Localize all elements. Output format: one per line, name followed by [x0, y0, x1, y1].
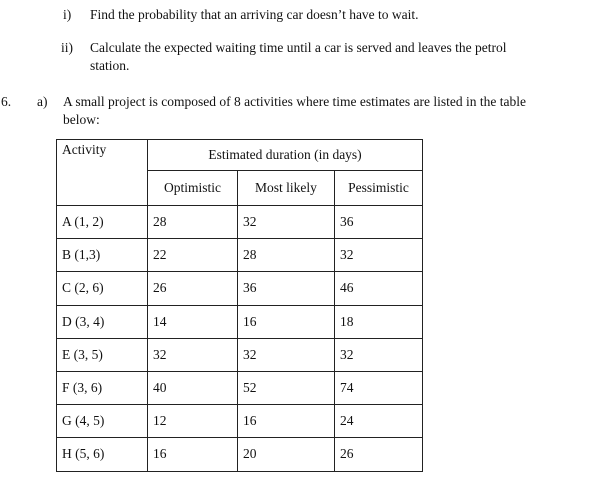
duration-header: Estimated duration (in days) — [148, 140, 423, 171]
pessimistic-header: Pessimistic — [335, 171, 423, 206]
question-i-text: Find the probability that an arriving car doesn’t have to wait. — [90, 7, 419, 22]
pessimistic-cell: 32 — [335, 239, 423, 272]
question-6a-line1: A small project is composed of 8 activities where time estimates are listed in the table — [63, 94, 526, 109]
activity-cell: H (5, 6) — [57, 438, 148, 471]
question-6a-marker: a) — [37, 94, 48, 109]
most-likely-cell: 52 — [238, 371, 335, 404]
most-likely-cell: 36 — [238, 272, 335, 305]
table-row — [57, 305, 423, 338]
optimistic-cell: 40 — [148, 371, 238, 404]
activity-table — [56, 139, 423, 472]
activity-cell: A (1, 2) — [57, 206, 148, 239]
optimistic-cell: 32 — [148, 338, 238, 371]
activity-header: Activity — [57, 140, 148, 206]
optimistic-cell: 16 — [148, 438, 238, 471]
table-row — [57, 206, 423, 239]
question-ii-line1: Calculate the expected waiting time until a car is served and leaves the petrol — [90, 40, 507, 55]
most-likely-header: Most likely — [238, 171, 335, 206]
table-row — [57, 438, 423, 471]
question-i-marker: i) — [63, 7, 72, 22]
most-likely-cell: 16 — [238, 305, 335, 338]
pessimistic-cell: 18 — [335, 305, 423, 338]
table-row — [57, 371, 423, 404]
activity-cell: C (2, 6) — [57, 272, 148, 305]
activity-cell: G (4, 5) — [57, 405, 148, 438]
pessimistic-cell: 46 — [335, 272, 423, 305]
most-likely-cell: 32 — [238, 206, 335, 239]
question-ii-marker: ii) — [61, 40, 73, 55]
activity-cell: B (1,3) — [57, 239, 148, 272]
optimistic-header: Optimistic — [148, 171, 238, 206]
table-row — [57, 239, 423, 272]
pessimistic-cell: 36 — [335, 206, 423, 239]
most-likely-cell: 16 — [238, 405, 335, 438]
most-likely-cell: 20 — [238, 438, 335, 471]
optimistic-cell: 28 — [148, 206, 238, 239]
question-6a-line2: below: — [63, 112, 100, 127]
activity-cell: D (3, 4) — [57, 305, 148, 338]
pessimistic-cell: 24 — [335, 405, 423, 438]
table-row — [57, 338, 423, 371]
optimistic-cell: 12 — [148, 405, 238, 438]
pessimistic-cell: 26 — [335, 438, 423, 471]
pessimistic-cell: 74 — [335, 371, 423, 404]
table-header-row — [57, 140, 423, 171]
optimistic-cell: 26 — [148, 272, 238, 305]
activity-cell: F (3, 6) — [57, 371, 148, 404]
table-row — [57, 272, 423, 305]
optimistic-cell: 22 — [148, 239, 238, 272]
optimistic-cell: 14 — [148, 305, 238, 338]
activity-cell: E (3, 5) — [57, 338, 148, 371]
question-6-number: 6. — [1, 94, 12, 109]
most-likely-cell: 32 — [238, 338, 335, 371]
question-ii-line2: station. — [90, 58, 130, 73]
table-row — [57, 405, 423, 438]
pessimistic-cell: 32 — [335, 338, 423, 371]
most-likely-cell: 28 — [238, 239, 335, 272]
